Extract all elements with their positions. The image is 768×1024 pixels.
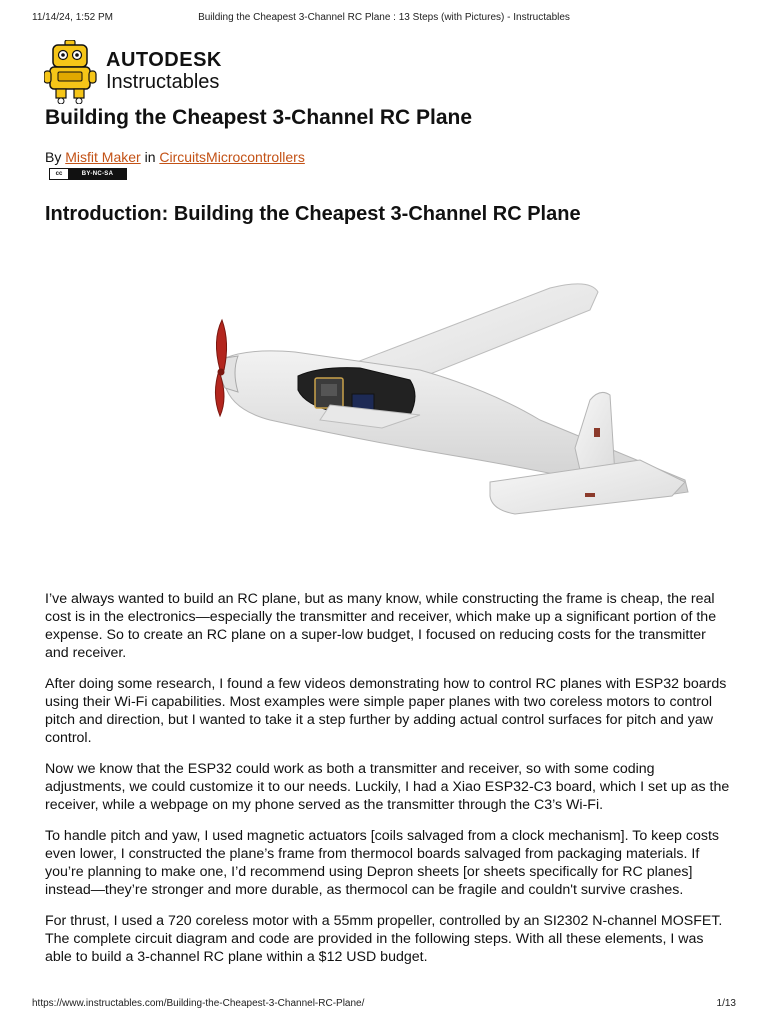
byline-by: By [45,149,62,165]
page-number: 1/13 [716,998,736,1009]
rc-plane-image [120,270,700,550]
cc-icon: cc [50,169,69,179]
print-document-title: Building the Cheapest 3-Channel RC Plane : 13 Steps (with Pictures) - Instructables [198,12,570,23]
print-footer [32,998,736,1010]
article-paragraph: I’ve always wanted to build an RC plane, but as many know, while constructing the frame is cheap, the real cost is in the electronics—especially the transmitter and receiver, which make up a significant portion of the expense. So to create an RC plane on a super-low budget, I focused on reducing costs for the transmitter and receiver. [45,591,717,661]
intro-title: Introduction: Building the Cheapest 3-Channel RC Plane [45,203,581,225]
article-paragraph: To handle pitch and yaw, I used magnetic actuators [coils salvaged from a clock mechanism]. To keep costs even lower, I constructed the plane’s frame from thermocol boards salvaged from packaging materials. If you’re planning to make one, I’d recommend using Depron sheets [or sheets specifically for RC planes] instead—they’re stronger and more durable, as thermocol can be fragile and couldn't survive crashes. [45,828,719,898]
page-title: Building the Cheapest 3-Channel RC Plane [45,106,473,129]
article-paragraph: For thrust, I used a 720 coreless motor with a 55mm propeller, controlled by an SI2302 N-channel MOSFET. The complete circuit diagram and code are provided in the following steps. With all these elements, I was able to build a 3-channel RC plane within a $12 USD budget. [45,913,723,965]
article-paragraph: Now we know that the ESP32 could work as both a transmitter and receiver, so with some coding adjustments, we could customize it to our needs. Luckily, I had a Xiao ESP32-C3 board, which I set up as the receiver, while a webpage on my phone served as the transmitter through the C3’s Wi-Fi. [45,761,730,813]
article-body [45,590,733,979]
license-badge[interactable] [49,168,127,180]
print-header [32,12,736,26]
license-terms: BY-NC-SA [69,169,126,179]
author-link[interactable]: Misfit Maker [65,149,141,165]
article-paragraph: After doing some research, I found a few videos demonstrating how to control RC planes with ESP32 boards using their Wi-Fi capabilities. Most examples were simple paper planes with two coreless motors to control pitch and direction, but I wanted to take it a step further by adding actual control surfaces for pitch and yaw control. [45,676,727,746]
print-url: https://www.instructables.com/Building-the-Cheapest-3-Channel-RC-Plane/ [32,998,365,1009]
byline [45,149,305,165]
robot-mascot-icon [44,40,100,104]
instructables-logo[interactable] [44,40,244,104]
byline-in: in [144,149,156,165]
logo-brand: AUTODESK [106,49,222,71]
logo-product: Instructables [106,71,220,93]
category-link[interactable]: CircuitsMicrocontrollers [159,149,305,165]
print-datetime: 11/14/24, 1:52 PM [32,12,113,23]
